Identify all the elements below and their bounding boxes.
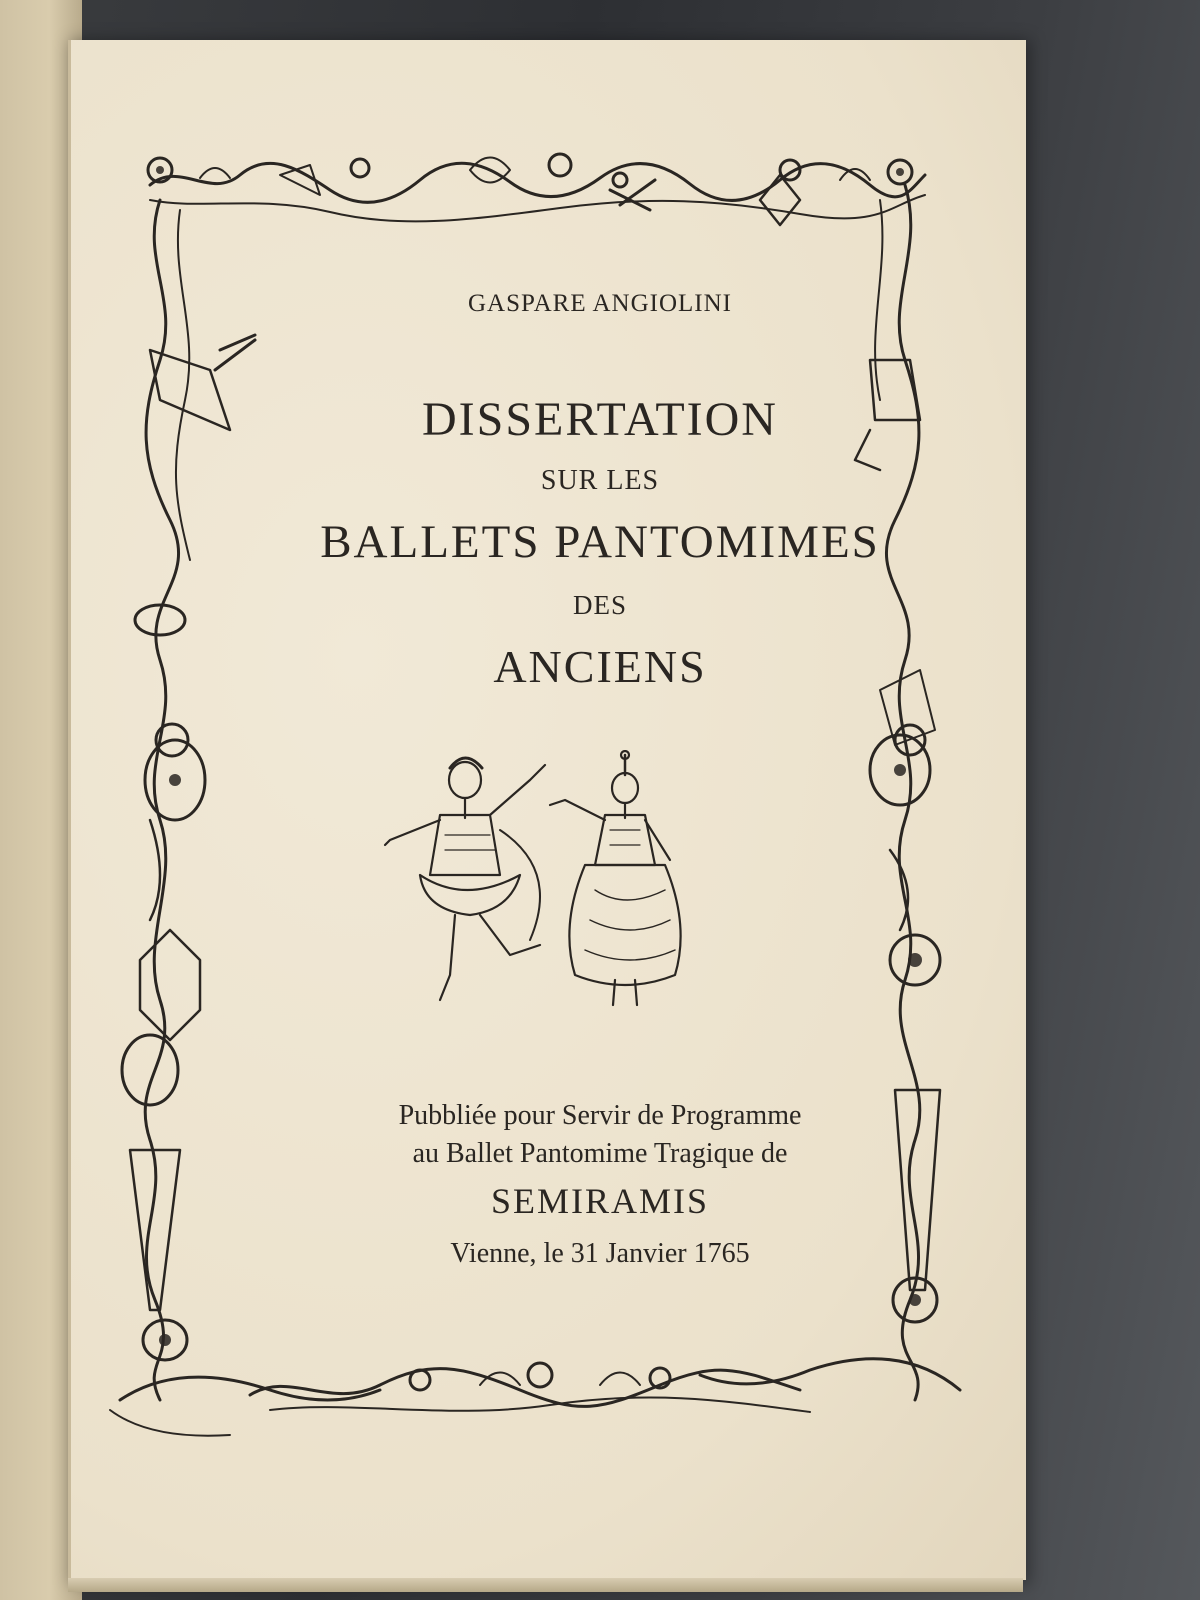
author-text: GASPARE ANGIOLINI xyxy=(467,290,732,317)
place-and-date xyxy=(0,1238,1200,1270)
title-des xyxy=(0,590,1200,621)
title-line-4: DES xyxy=(572,590,627,620)
ballet-name xyxy=(0,1180,1200,1222)
top-border-ornament xyxy=(148,154,925,225)
bottom-border-ornament xyxy=(250,1363,810,1412)
publication-text-1: Pubbliée pour Servir de Programme xyxy=(398,1100,802,1131)
title-ballets-pantomimes xyxy=(0,515,1200,569)
male-dancer-illustration xyxy=(385,758,545,1000)
title-line-1: DISSERTATION xyxy=(422,393,778,446)
place-date-text: Vienne, le 31 Janvier 1765 xyxy=(450,1238,750,1269)
publication-note-line-1 xyxy=(0,1100,1200,1132)
title-dissertation xyxy=(0,392,1200,447)
title-line-3: BALLETS PANTOMIMES xyxy=(320,516,880,568)
title-line-5: ANCIENS xyxy=(493,641,707,692)
publication-text-2: au Ballet Pantomime Tragique de xyxy=(412,1138,788,1169)
publication-note-line-2 xyxy=(0,1138,1200,1170)
ballet-name-text: SEMIRAMIS xyxy=(490,1181,710,1221)
title-anciens xyxy=(0,640,1200,693)
author-name xyxy=(0,290,1200,318)
female-dancer-illustration xyxy=(550,751,681,1005)
title-line-2: SUR LES xyxy=(540,465,660,496)
dancers-vignette xyxy=(380,750,700,1020)
title-sur-les xyxy=(0,465,1200,497)
